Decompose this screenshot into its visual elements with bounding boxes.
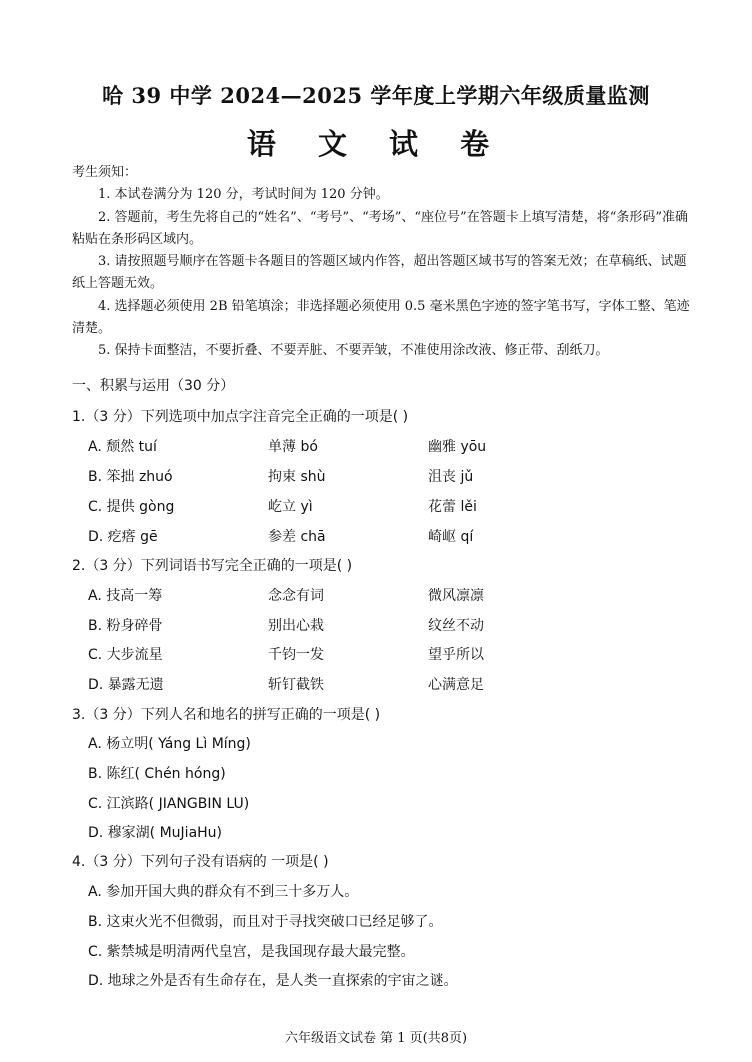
exam-title: 哈 39 中学 2024—2025 学年度上学期六年级质量监测	[102, 83, 650, 108]
q4-option-d: D. 地球之外是否有生命存在，是人类一直探索的宇宙之谜。	[88, 973, 458, 989]
q1-option-d-word2: 参差 chā	[268, 529, 326, 545]
q2-option-c-word3: 望乎所以	[428, 647, 484, 663]
q2-option-a: A. 技高一筹	[88, 588, 163, 604]
question-1-stem: 1.（3 分）下列选项中加点字注音完全正确的一项是( )	[72, 409, 409, 425]
q2-option-b-word3: 纹丝不动	[428, 618, 484, 634]
notice-item: 4. 选择题必须使用 2B 铅笔填涂；非选择题必须使用 0.5 毫米黑色字迹的签字笔书写，字体工整、笔迹清楚。	[72, 298, 690, 337]
q2-option-d-word2: 斩钉截铁	[268, 677, 324, 693]
q2-option-d: D. 暴露无遗	[88, 677, 164, 693]
q1-option-d-word3: 崎岖 qí	[428, 529, 474, 545]
q1-option-b-word2: 拘束 shù	[268, 469, 326, 485]
exam-subject: 语 文 试 卷	[246, 127, 506, 161]
question-3-stem: 3.（3 分）下列人名和地名的拼写正确的一项是( )	[72, 707, 381, 723]
q2-option-a-word2: 念念有词	[268, 588, 324, 604]
section-title: 一、积累与运用（30 分）	[72, 378, 235, 394]
q2-option-b-word2: 别出心栽	[268, 618, 324, 634]
q2-option-a-word3: 微风凛凛	[428, 588, 484, 604]
candidate-notice	[72, 162, 692, 363]
notice-item: 1. 本试卷满分为 120 分，考试时间为 120 分钟。	[98, 187, 389, 203]
q2-option-c-word2: 千钧一发	[268, 647, 324, 663]
q1-option-b-word3: 沮丧 jǔ	[428, 469, 474, 485]
q1-option-c: C. 提供 gòng	[88, 499, 175, 515]
q4-option-a: A. 参加开国大典的群众有不到三十多万人。	[88, 884, 359, 900]
notice-item: 5. 保持卡面整洁，不要折叠、不要弄脏、不要弄皱，不准使用涂改液、修正带、刮纸刀。	[98, 343, 609, 359]
q1-option-a-word3: 幽雅 yōu	[428, 439, 487, 455]
q1-option-a: A. 颓然 tuí	[88, 439, 157, 455]
q1-option-a-word2: 单薄 bó	[268, 439, 318, 455]
q1-option-d: D. 疙瘩 gē	[88, 529, 158, 545]
page-footer: 六年级语文试卷 第 1 页(共8页)	[284, 1031, 468, 1046]
q3-option-b: B. 陈红( Chén hóng)	[88, 766, 226, 782]
q4-option-b: B. 这束火光不但微弱，而且对于寻找突破口已经足够了。	[88, 914, 443, 930]
question-2-stem: 2.（3 分）下列词语书写完全正确的一项是( )	[72, 558, 353, 574]
notice-item: 3. 请按照题号顺序在答题卡各题目的答题区域内作答，超出答题区域书写的答案无效；在草稿纸、试题纸上答题无效。	[72, 254, 687, 292]
q4-option-c: C. 紫禁城是明清两代皇宫，是我国现存最大最完整。	[88, 944, 415, 960]
q2-option-d-word3: 心满意足	[428, 677, 484, 693]
q3-option-a: A. 杨立明( Yáng Lì Míng)	[88, 736, 251, 752]
q1-option-c-word3: 花蕾 lěi	[428, 499, 477, 515]
q2-option-b: B. 粉身碎骨	[88, 618, 163, 634]
q3-option-d: D. 穆家湖( MuJiaHu)	[88, 825, 223, 841]
notice-heading: 考生须知：	[72, 165, 138, 180]
q2-option-c: C. 大步流星	[88, 647, 163, 663]
q3-option-c: C. 江滨路( JIANGBIN LU)	[88, 796, 250, 812]
q1-option-b: B. 笨拙 zhuó	[88, 469, 173, 485]
q1-option-c-word2: 屹立 yì	[268, 499, 313, 515]
question-4-stem: 4.（3 分）下列句子没有语病的 一项是( )	[72, 854, 329, 870]
notice-item: 2. 答题前，考生先将自己的“姓名”、“考号”、“考场”、“座位号”在答题卡上填写清楚，将“条形码”准确粘贴在条形码区域内。	[72, 209, 688, 247]
